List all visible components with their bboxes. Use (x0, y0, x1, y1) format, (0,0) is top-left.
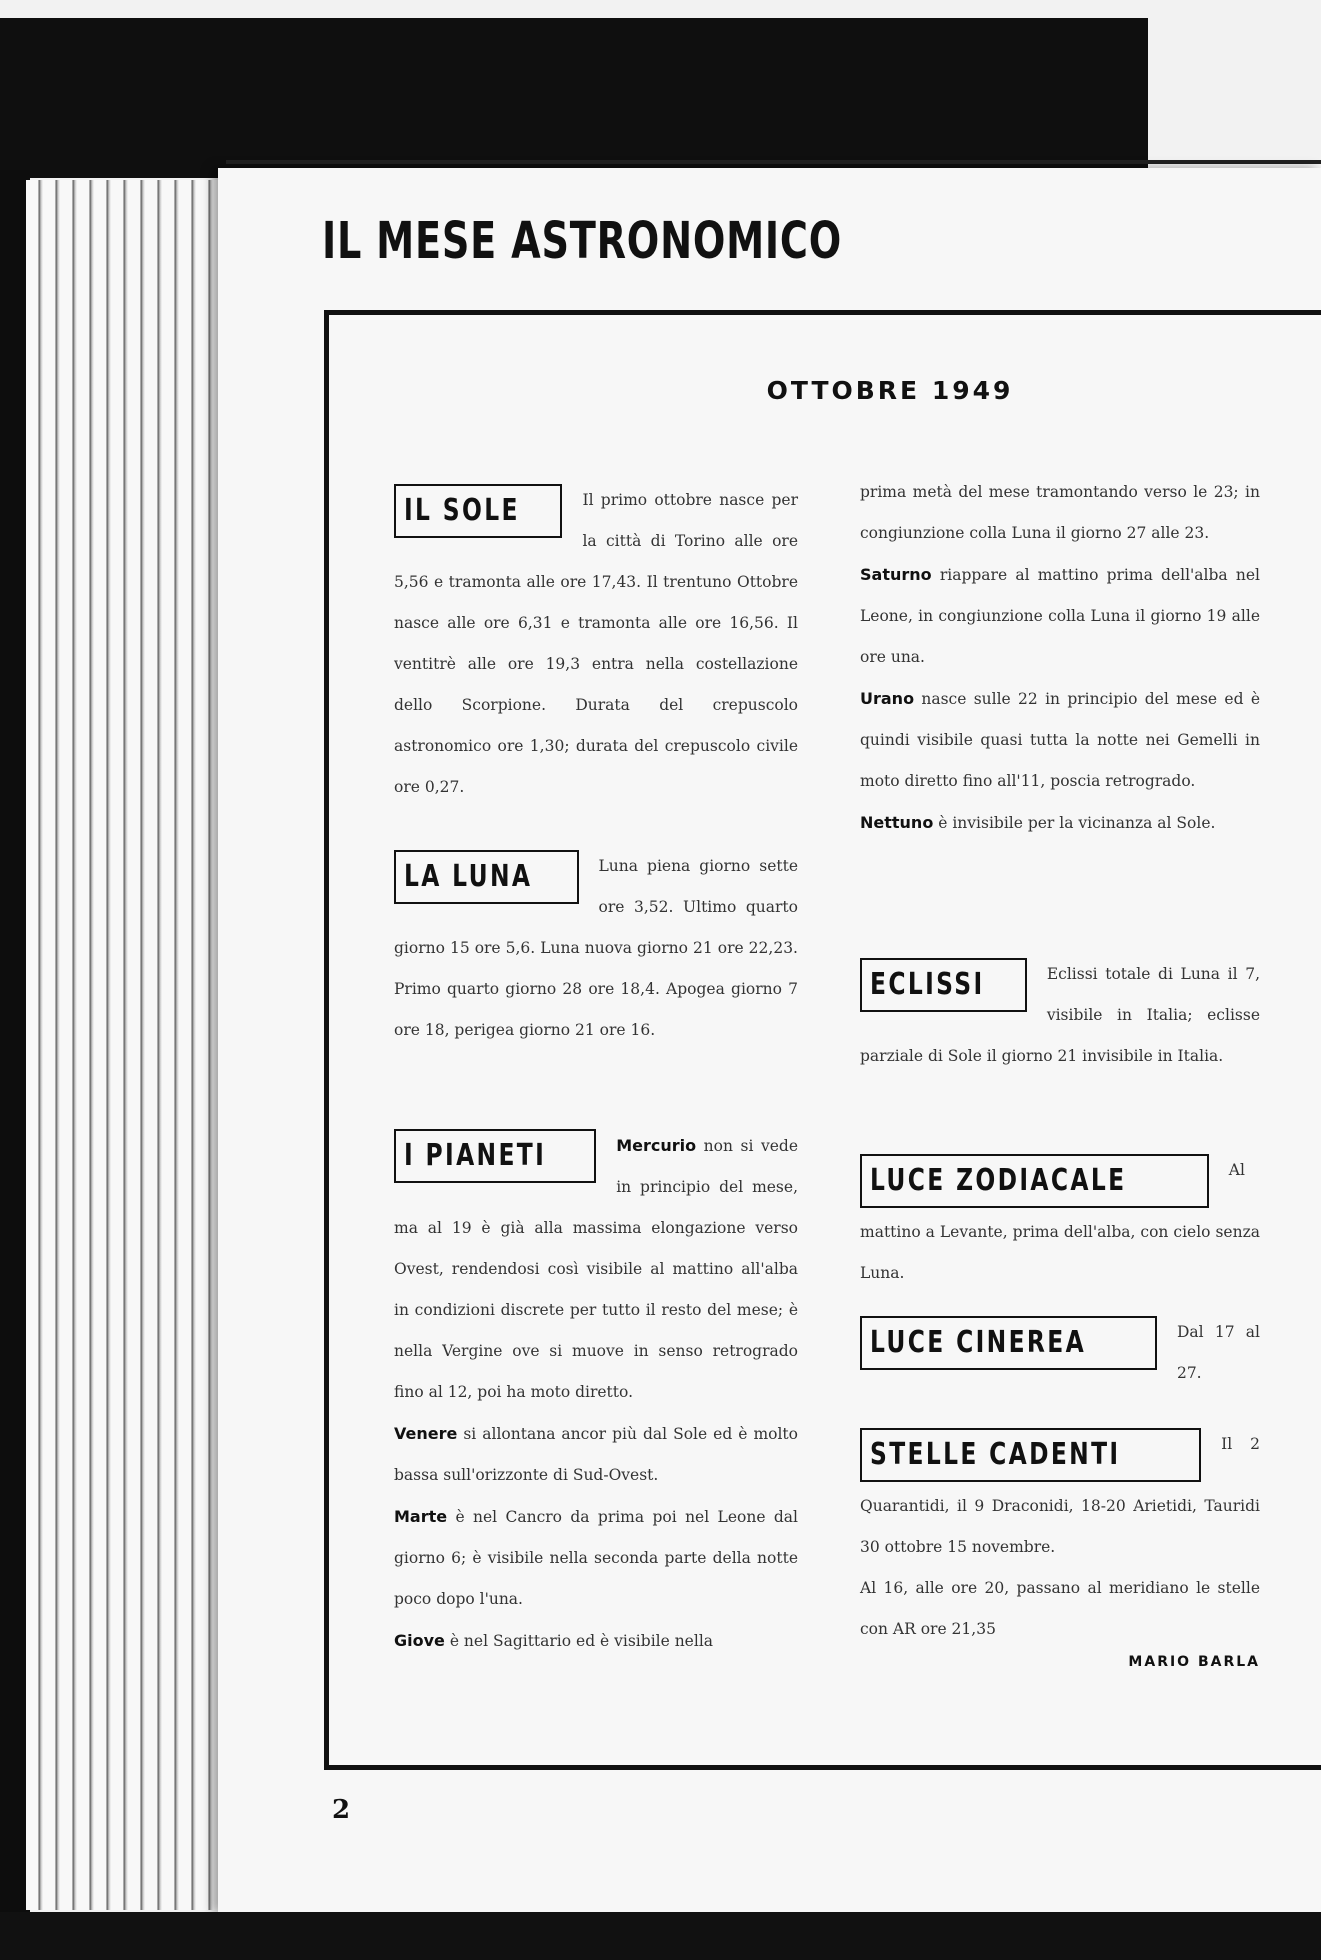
cinerea-heading: LUCE CINEREA (870, 1325, 1087, 1360)
urano-name: Urano (860, 689, 915, 708)
section-pianeti-cont (860, 472, 1260, 844)
frame-rule-left (324, 310, 329, 1770)
sole-text: Il primo ottobre nasce per la città di Torino alle ore 5,56 e tramonta alle ore 17,43. Il trentuno Ottobre nasce alle ore 6,31 e tramonta alle ore 16,56. Il ventitrè alle ore 19,3 entra nella costellazione dello Scorpione. Durata del crepuscolo astronomico ore 1,30; durata del crepuscolo civile ore 0,27. (394, 491, 798, 796)
luna-heading-box (394, 850, 579, 904)
saturno-paragraph (860, 554, 1260, 678)
section-sole (394, 480, 798, 808)
cinerea-heading-box (860, 1316, 1157, 1370)
nettuno-paragraph (860, 802, 1260, 844)
sole-heading: IL SOLE (404, 493, 520, 528)
section-eclissi (860, 954, 1260, 1077)
giove-paragraph (394, 1620, 798, 1662)
eclissi-heading-box (860, 958, 1027, 1012)
page-title: IL MESE ASTRONOMICO (322, 212, 842, 271)
saturno-text: riappare al mattino prima dell'alba nel Leone, in congiunzione colla Luna il giorno 19 alle ore una. (860, 566, 1260, 666)
frame-rule-bottom (324, 1765, 1321, 1770)
venere-name: Venere (394, 1424, 458, 1443)
eclissi-heading: ECLISSI (870, 967, 985, 1002)
pianeti-heading: I PIANETI (404, 1138, 547, 1173)
author-signature: MARIO BARLA (1128, 1654, 1260, 1670)
page-top-edge (226, 160, 1321, 164)
saturno-name: Saturno (860, 565, 932, 584)
giove-text: è nel Sagittario ed è visibile nella (444, 1632, 714, 1650)
giove-name: Giove (394, 1631, 445, 1650)
marte-paragraph (394, 1496, 798, 1620)
section-luna (394, 846, 798, 1051)
urano-paragraph (860, 678, 1260, 802)
pianeti-heading-box (394, 1129, 596, 1183)
stelle-text: Il 2 Quarantidi, il 9 Draconidi, 18-20 Arietidi, Tauridi 30 ottobre 15 novembre. (860, 1435, 1260, 1556)
venere-text: si allontana ancor più dal Sole ed è molto bassa sull'orizzonte di Sud-Ovest. (394, 1425, 798, 1484)
stelle-heading: STELLE CADENTI (870, 1437, 1121, 1472)
scan-bottom-shadow (0, 1912, 1321, 1960)
zodiacale-heading-box (860, 1154, 1209, 1208)
marte-text: è nel Cancro da prima poi nel Leone dal giorno 6; è visibile nella seconda parte della notte poco dopo l'una. (394, 1508, 798, 1608)
stacked-page-edges (26, 180, 226, 1910)
urano-text: nasce sulle 22 in principio del mese ed è quindi visibile quasi tutta la notte nei Gemelli in moto diretto fino all'11, poscia retrogrado. (860, 690, 1260, 790)
nettuno-name: Nettuno (860, 813, 934, 832)
mercurio-text: non si vede in principio del mese, ma al 19 è già alla massima elongazione verso Ovest, rendendosi così visibile al mattino all'alba in condizioni discrete per tutto il resto del mese; è nella Vergine ove si muove in senso retrogrado fino al 12, poi ha moto diretto. (394, 1137, 798, 1401)
section-pianeti (394, 1125, 798, 1662)
mercurio-name: Mercurio (616, 1136, 697, 1155)
zodiacale-heading: LUCE ZODIACALE (870, 1163, 1127, 1198)
eclissi-text: Eclissi totale di Luna il 7, visibile in Italia; eclisse parziale di Sole il giorno 21 invisibile in Italia. (860, 965, 1260, 1065)
section-stelle-cadenti (860, 1424, 1260, 1670)
marte-name: Marte (394, 1507, 448, 1526)
page-number: 2 (332, 1795, 351, 1825)
scan-top-shadow (0, 18, 1148, 178)
cinerea-text: Dal 17 al 27. (1176, 1323, 1260, 1382)
month-heading: OTTOBRE 1949 (766, 376, 1014, 405)
section-luce-cinerea (860, 1312, 1260, 1394)
venere-paragraph (394, 1413, 798, 1496)
zodiacale-text: Al mattino a Levante, prima dell'alba, con cielo senza Luna. (860, 1161, 1260, 1282)
luna-heading: LA LUNA (404, 859, 533, 894)
nettuno-text: è invisibile per la vicinanza al Sole. (933, 814, 1216, 832)
giove-continuation: prima metà del mese tramontando verso le 23; in congiunzione colla Luna il giorno 27 alle 23. (860, 483, 1260, 542)
stelle-text-2: Al 16, alle ore 20, passano al meridiano le stelle con AR ore 21,35 (860, 1579, 1260, 1638)
frame-rule-top (324, 310, 1321, 315)
stelle-heading-box (860, 1428, 1201, 1482)
sole-heading-box (394, 484, 562, 538)
luna-text: Luna piena giorno sette ore 3,52. Ultimo quarto giorno 15 ore 5,6. Luna nuova giorno 21 ore 22,23. Primo quarto giorno 28 ore 18,4. Apogea giorno 7 ore 18, perigea giorno 21 ore 16. (394, 857, 798, 1039)
section-luce-zodiacale (860, 1150, 1260, 1294)
